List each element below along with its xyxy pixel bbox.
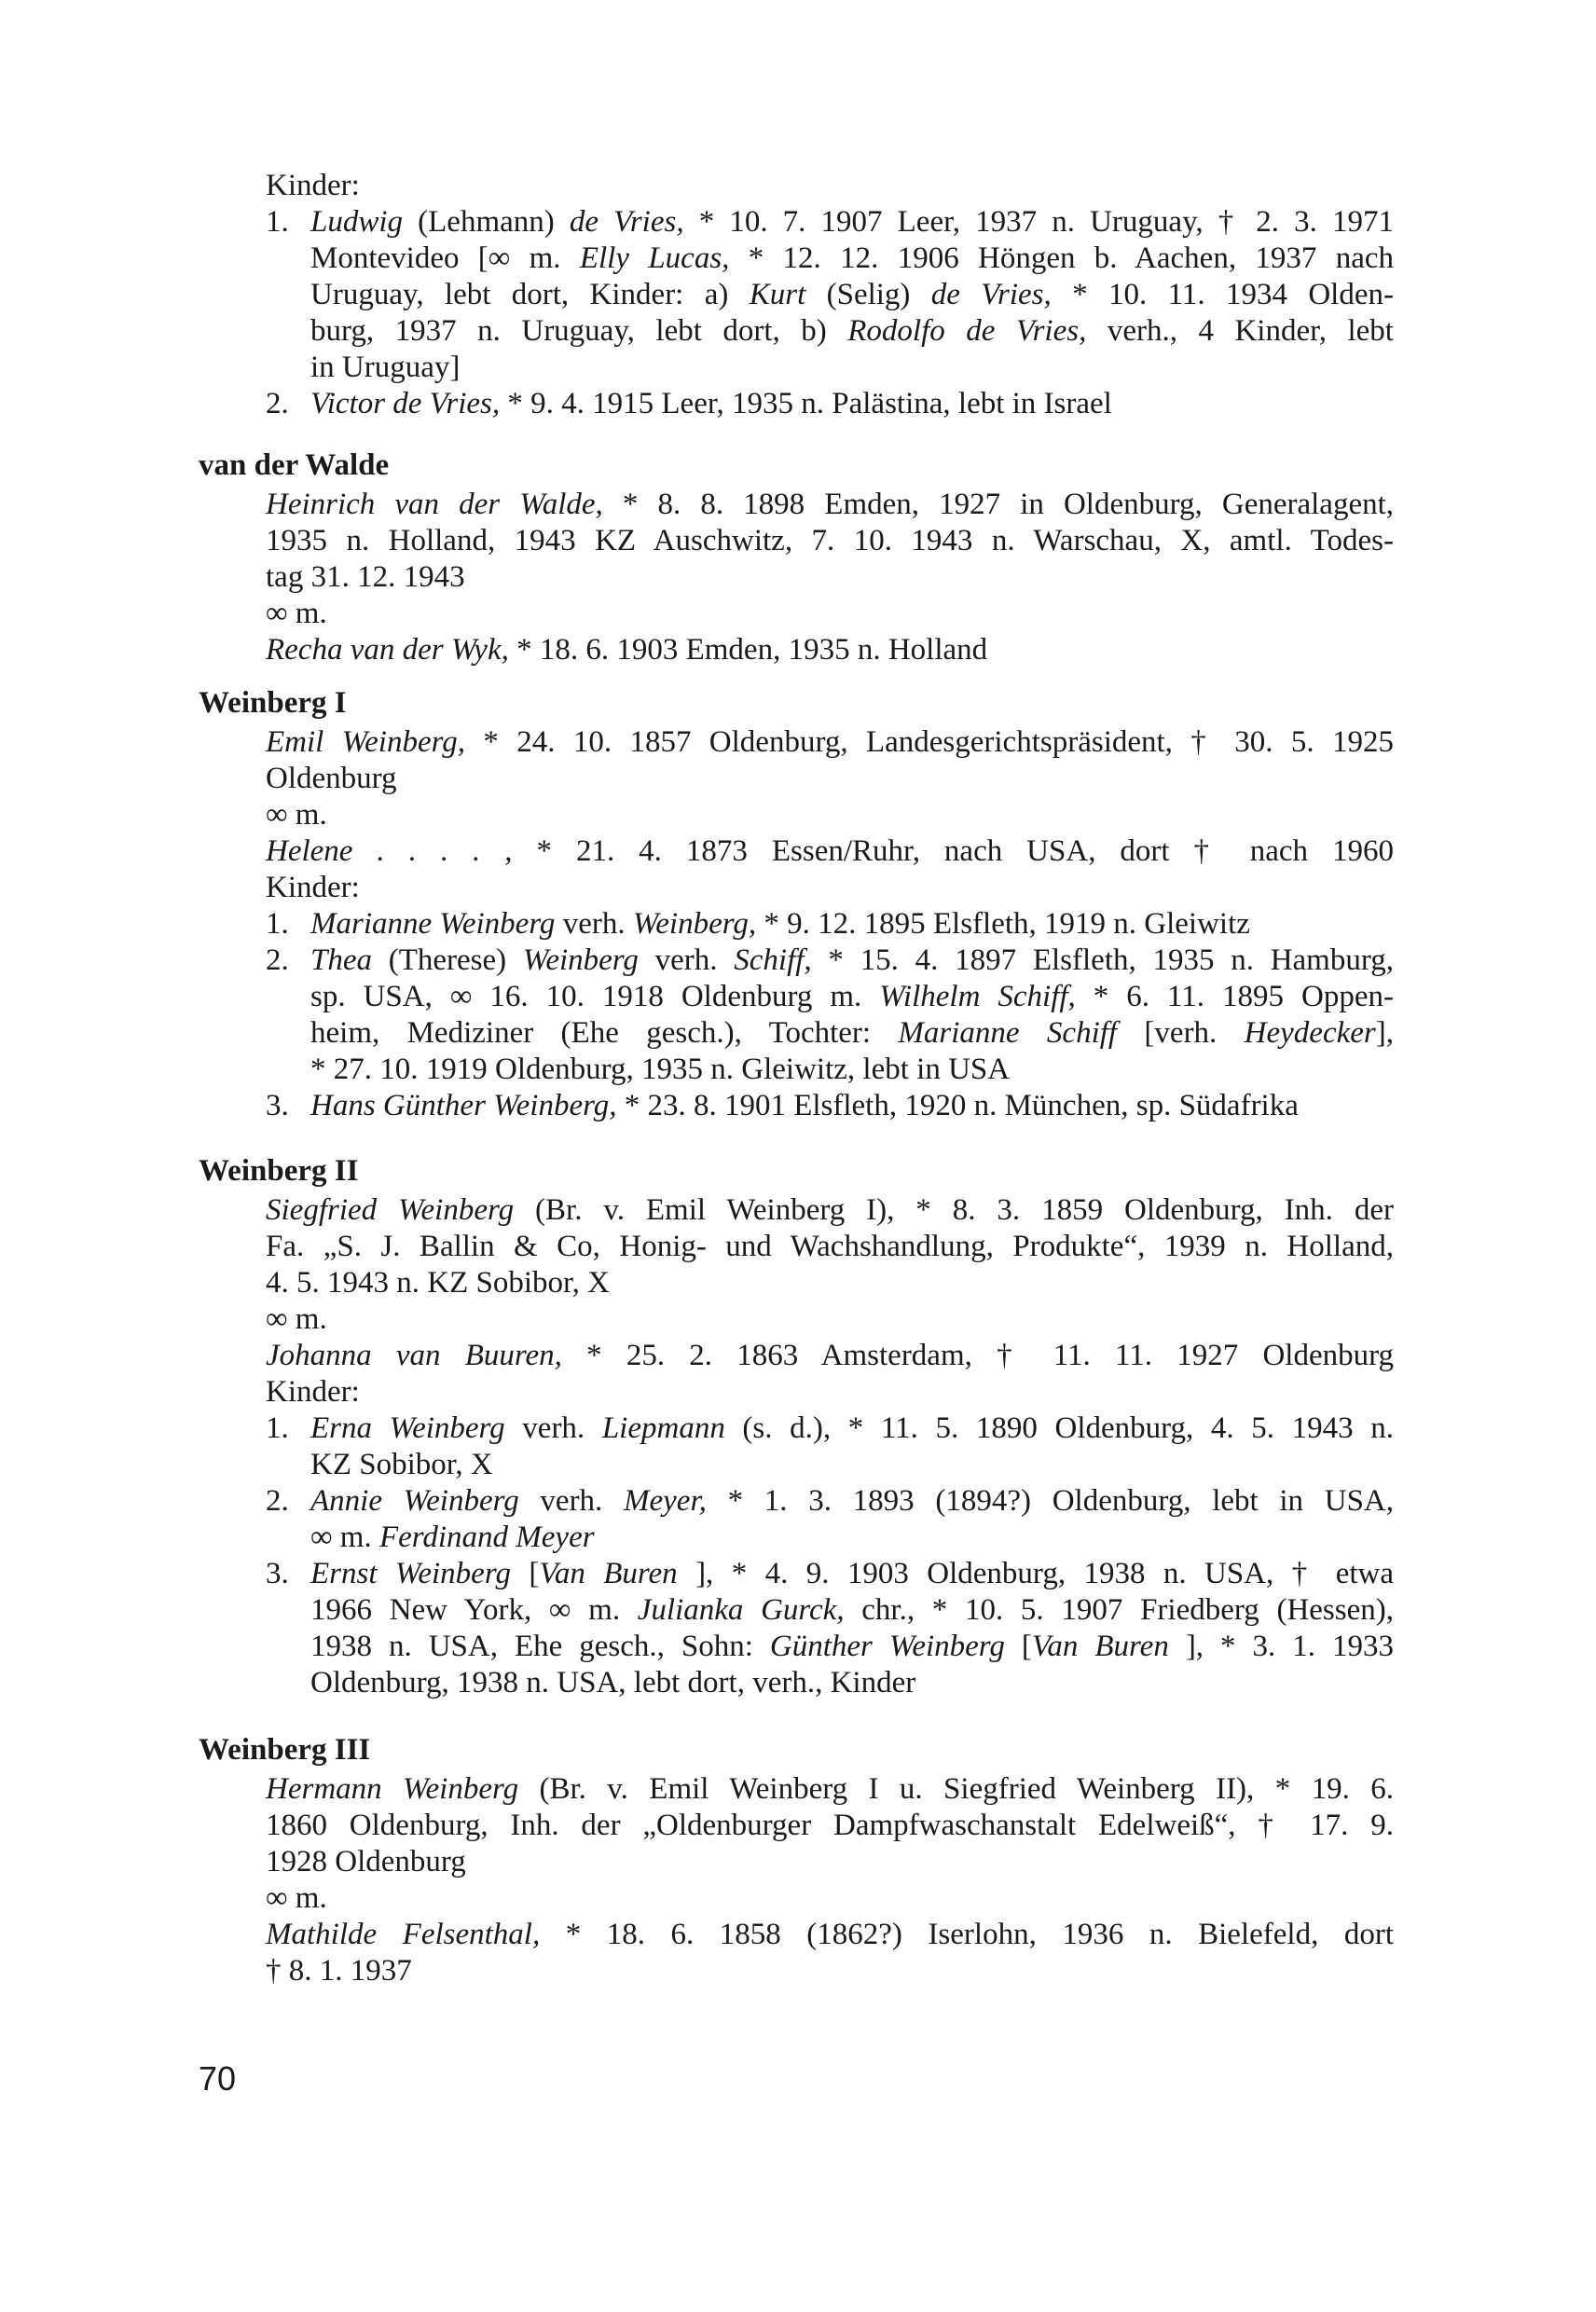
text-run: ], bbox=[1375, 1016, 1394, 1050]
text-line bbox=[266, 797, 1394, 833]
text-run: * 18. 6. 1858 (1862?) Iserlohn, 1936 n. Bielefeld, dort bbox=[540, 1918, 1394, 1951]
entry-paragraph bbox=[266, 1880, 1394, 1917]
name-italic: Van Buren bbox=[539, 1557, 678, 1590]
name-italic: Weinberg bbox=[522, 943, 639, 977]
text-line bbox=[266, 1844, 1394, 1880]
name-italic: Ferdinand Meyer bbox=[378, 1521, 595, 1554]
text-run: ], * 3. 1. 1933 bbox=[1168, 1630, 1394, 1663]
family-entry bbox=[199, 1153, 1396, 1701]
kinder-label: Kinder: bbox=[266, 169, 360, 202]
list-item bbox=[266, 204, 1394, 386]
text-run: Fa. „S. J. Ballin & Co, Honig- und Wachshandlung, Produkte“, 1939 n. Holland, bbox=[266, 1230, 1394, 1263]
text-run: * 1. 3. 1893 (1894?) Oldenburg, lebt in USA, bbox=[706, 1484, 1395, 1518]
entry-paragraph bbox=[266, 833, 1394, 906]
entry-title: Weinberg II bbox=[199, 1154, 359, 1188]
entry-paragraph bbox=[266, 1338, 1394, 1411]
text-run: * 24. 10. 1857 Oldenburg, Landesgerichtspräsident, † 30. 5. 1925 bbox=[464, 725, 1394, 759]
text-run: Kinder: bbox=[266, 1375, 360, 1409]
text-run: 1860 Oldenburg, Inh. der „Oldenburger Dampfwaschanstalt Edelweiß“, † 17. 9. bbox=[266, 1809, 1394, 1842]
text-run: * 23. 8. 1901 Elsfleth, 1920 n. München, sp. Südafrika bbox=[616, 1089, 1299, 1122]
entry-body bbox=[266, 724, 1394, 1124]
text-line bbox=[310, 1520, 1394, 1556]
text-line bbox=[310, 204, 1394, 241]
text-line bbox=[266, 487, 1394, 523]
text-run: (s. d.), * 11. 5. 1890 Oldenburg, 4. 5. 1943 n. bbox=[724, 1411, 1395, 1445]
name-italic: Wilhelm Schiff, bbox=[879, 980, 1076, 1013]
text-line bbox=[310, 1556, 1394, 1592]
list-item bbox=[266, 943, 1394, 1088]
text-line bbox=[310, 277, 1394, 313]
text-run: Oldenburg, 1938 n. USA, lebt dort, verh., Kinder bbox=[310, 1666, 916, 1700]
text-run: verh. bbox=[555, 907, 633, 941]
list-number: 1. bbox=[266, 1411, 289, 1445]
entry-paragraph bbox=[266, 596, 1394, 632]
family-entry bbox=[199, 1732, 1396, 1989]
text-line bbox=[266, 1917, 1394, 1953]
name-italic: Ludwig bbox=[310, 205, 404, 239]
name-italic: Kurt bbox=[749, 278, 806, 311]
text-run: * 27. 10. 1919 Oldenburg, 1935 n. Gleiwitz, lebt in USA bbox=[310, 1053, 1011, 1086]
text-run: sp. USA, ∞ 16. 10. 1918 Oldenburg m. bbox=[310, 980, 880, 1013]
text-run: in Uruguay] bbox=[310, 351, 461, 384]
entry-paragraph bbox=[266, 632, 1394, 668]
list-number: 1. bbox=[266, 907, 289, 941]
entry-paragraph bbox=[266, 724, 1394, 797]
text-line bbox=[266, 761, 1394, 797]
text-run: * 15. 4. 1897 Elsfleth, 1935 n. Hamburg, bbox=[811, 943, 1394, 977]
text-run: * 21. 4. 1873 Essen/Ruhr, nach USA, dort † nach 1960 bbox=[512, 834, 1394, 868]
text-line bbox=[266, 833, 1394, 870]
text-run: (Selig) bbox=[805, 278, 931, 311]
text-run: ∞ m. bbox=[310, 1521, 379, 1554]
text-line bbox=[266, 1265, 1394, 1301]
family-entry bbox=[199, 685, 1396, 1124]
text-run: * 6. 11. 1895 Oppen- bbox=[1075, 980, 1394, 1013]
name-italic: Ernst Weinberg bbox=[310, 1557, 511, 1590]
text-run: tag 31. 12. 1943 bbox=[266, 560, 465, 594]
text-run: † 8. 1. 1937 bbox=[266, 1954, 412, 1988]
name-italic: Annie Weinberg bbox=[310, 1484, 519, 1518]
text-run: verh. bbox=[518, 1484, 625, 1518]
text-run: * 18. 6. 1903 Emden, 1935 n. Holland bbox=[508, 633, 988, 667]
text-line bbox=[266, 1880, 1394, 1917]
entry-body bbox=[266, 1771, 1394, 1989]
text-run: * 10. 7. 1907 Leer, 1937 n. Uruguay, † 2. 3. 1971 bbox=[683, 205, 1394, 239]
text-line bbox=[266, 1374, 1394, 1411]
list-number: 3. bbox=[266, 1557, 289, 1590]
name-italic: Heinrich van der Walde, bbox=[266, 488, 603, 521]
text-run: Kinder: bbox=[266, 871, 360, 904]
text-run: * 10. 11. 1934 Olden- bbox=[1051, 278, 1394, 311]
name-italic: Hermann Weinberg bbox=[266, 1772, 519, 1806]
entry-body bbox=[266, 487, 1394, 668]
text-run: ∞ m. bbox=[266, 597, 327, 630]
list-number: 3. bbox=[266, 1089, 289, 1122]
name-italic: Günther Weinberg bbox=[769, 1630, 1005, 1663]
family-entry bbox=[199, 447, 1396, 668]
entry-title: Weinberg I bbox=[199, 686, 347, 720]
continuation-kinder bbox=[266, 168, 1394, 422]
name-italic: Victor de Vries, bbox=[310, 387, 501, 420]
entry-paragraph bbox=[266, 487, 1394, 596]
text-run: ∞ m. bbox=[266, 1881, 327, 1915]
list-item bbox=[266, 1088, 1394, 1124]
name-italic: Weinberg, bbox=[632, 907, 757, 941]
text-run: [ bbox=[510, 1557, 540, 1590]
list-number: 2. bbox=[266, 387, 289, 420]
entry-title: Weinberg III bbox=[199, 1733, 371, 1767]
name-italic: Johanna van Buuren, bbox=[266, 1339, 562, 1372]
text-run: KZ Sobibor, X bbox=[310, 1448, 493, 1481]
text-line bbox=[266, 1301, 1394, 1338]
list-number: 2. bbox=[266, 943, 289, 977]
text-run: [ bbox=[1004, 1630, 1032, 1663]
text-run: burg, 1937 n. Uruguay, lebt dort, b) bbox=[310, 314, 848, 348]
entry-paragraph bbox=[266, 1192, 1394, 1301]
text-line bbox=[310, 241, 1394, 277]
text-run: 1966 New York, ∞ m. bbox=[310, 1593, 638, 1627]
name-italic: Thea bbox=[310, 943, 372, 977]
text-line bbox=[310, 313, 1394, 350]
text-run: [verh. bbox=[1117, 1016, 1245, 1050]
text-line bbox=[266, 870, 1394, 906]
text-run: (Therese) bbox=[372, 943, 523, 977]
name-italic: Helene . . . . , bbox=[266, 834, 513, 868]
text-line bbox=[310, 386, 1394, 422]
name-italic: Schiff, bbox=[734, 943, 812, 977]
text-line bbox=[310, 1015, 1394, 1052]
text-line bbox=[310, 979, 1394, 1015]
text-run: Uruguay, lebt dort, Kinder: a) bbox=[310, 278, 750, 311]
text-run: (Br. v. Emil Weinberg I u. Siegfried Weinberg II), * 19. 6. bbox=[518, 1772, 1394, 1806]
name-italic: Hans Günther Weinberg, bbox=[310, 1089, 617, 1122]
text-run: verh. bbox=[638, 943, 735, 977]
text-line bbox=[266, 1338, 1394, 1374]
text-run: * 9. 4. 1915 Leer, 1935 n. Palästina, lebt in Israel bbox=[500, 387, 1112, 420]
text-line bbox=[266, 1953, 1394, 1989]
text-line bbox=[266, 1192, 1394, 1229]
text-line bbox=[266, 523, 1394, 559]
text-line bbox=[310, 350, 1394, 386]
text-line bbox=[310, 1088, 1394, 1124]
text-run: ∞ m. bbox=[266, 798, 327, 832]
text-run: * 9. 12. 1895 Elsfleth, 1919 n. Gleiwitz bbox=[756, 907, 1250, 941]
name-italic: Siegfried Weinberg bbox=[266, 1193, 515, 1227]
text-run: heim, Mediziner (Ehe gesch.), Tochter: bbox=[310, 1016, 899, 1050]
list-item bbox=[266, 1556, 1394, 1701]
text-line bbox=[266, 1229, 1394, 1265]
list-item bbox=[266, 386, 1394, 422]
text-run: verh. bbox=[504, 1411, 602, 1445]
text-line bbox=[310, 906, 1394, 943]
name-italic: de Vries, bbox=[569, 205, 684, 239]
entry-paragraph bbox=[266, 797, 1394, 833]
text-line bbox=[266, 1771, 1394, 1808]
text-run: 4. 5. 1943 n. KZ Sobibor, X bbox=[266, 1266, 611, 1300]
entry-paragraph bbox=[266, 1917, 1394, 1989]
text-line bbox=[266, 596, 1394, 632]
text-run: (Br. v. Emil Weinberg I), * 8. 3. 1859 Oldenburg, Inh. der bbox=[514, 1193, 1394, 1227]
name-italic: Erna Weinberg bbox=[310, 1411, 505, 1445]
list-number: 2. bbox=[266, 1484, 289, 1518]
text-run: ], * 4. 9. 1903 Oldenburg, 1938 n. USA, † etwa bbox=[677, 1557, 1394, 1590]
text-line bbox=[266, 559, 1394, 596]
name-italic: Rodolfo de Vries, bbox=[847, 314, 1087, 348]
text-run: 1938 n. USA, Ehe gesch., Sohn: bbox=[310, 1630, 770, 1663]
text-line bbox=[266, 632, 1394, 668]
name-italic: Elly Lucas, bbox=[579, 241, 730, 275]
text-line bbox=[310, 1411, 1394, 1447]
text-line bbox=[310, 1592, 1394, 1629]
name-italic: Recha van der Wyk, bbox=[266, 633, 509, 667]
text-run: chr., * 10. 5. 1907 Friedberg (Hessen), bbox=[844, 1593, 1395, 1627]
page-number: 70 bbox=[199, 2059, 237, 2098]
text-run: Oldenburg bbox=[266, 762, 397, 795]
text-line bbox=[310, 1629, 1394, 1665]
text-line bbox=[310, 943, 1394, 979]
text-run: ∞ m. bbox=[266, 1302, 327, 1336]
name-italic: Liepmann bbox=[601, 1411, 725, 1445]
text-run: Montevideo [∞ m. bbox=[310, 241, 580, 275]
list-item bbox=[266, 1483, 1394, 1556]
text-run: * 8. 8. 1898 Emden, 1927 in Oldenburg, Generalagent, bbox=[602, 488, 1395, 521]
entry-title: van der Walde bbox=[199, 448, 390, 482]
text-line bbox=[310, 1052, 1394, 1088]
name-italic: Marianne Weinberg bbox=[310, 907, 556, 941]
name-italic: de Vries, bbox=[930, 278, 1052, 311]
text-run: * 25. 2. 1863 Amsterdam, † 11. 11. 1927 Oldenburg bbox=[561, 1339, 1395, 1372]
list-item bbox=[266, 1411, 1394, 1483]
text-run: (Lehmann) bbox=[403, 205, 570, 239]
list-item bbox=[266, 906, 1394, 943]
name-italic: Mathilde Felsenthal, bbox=[266, 1918, 541, 1951]
text-line bbox=[310, 1447, 1394, 1483]
text-line bbox=[310, 1483, 1394, 1520]
name-italic: Julianka Gurck, bbox=[637, 1593, 845, 1627]
text-run: * 12. 12. 1906 Höngen b. Aachen, 1937 nach bbox=[729, 241, 1395, 275]
name-italic: Emil Weinberg, bbox=[266, 725, 465, 759]
text-line bbox=[266, 724, 1394, 761]
name-italic: Marianne Schiff bbox=[898, 1016, 1118, 1050]
text-line bbox=[310, 1665, 1394, 1701]
text-run: 1935 n. Holland, 1943 KZ Auschwitz, 7. 10. 1943 n. Warschau, X, amtl. Todes- bbox=[266, 524, 1394, 557]
name-italic: Heydecker bbox=[1244, 1016, 1376, 1050]
name-italic: Van Buren bbox=[1031, 1630, 1169, 1663]
text-line bbox=[266, 1808, 1394, 1844]
entry-body bbox=[266, 1192, 1394, 1701]
name-italic: Meyer, bbox=[624, 1484, 707, 1518]
entry-paragraph bbox=[266, 1771, 1394, 1880]
entry-paragraph bbox=[266, 1301, 1394, 1338]
list-number: 1. bbox=[266, 205, 289, 239]
text-run: verh., 4 Kinder, lebt bbox=[1086, 314, 1394, 348]
text-run: 1928 Oldenburg bbox=[266, 1845, 466, 1878]
